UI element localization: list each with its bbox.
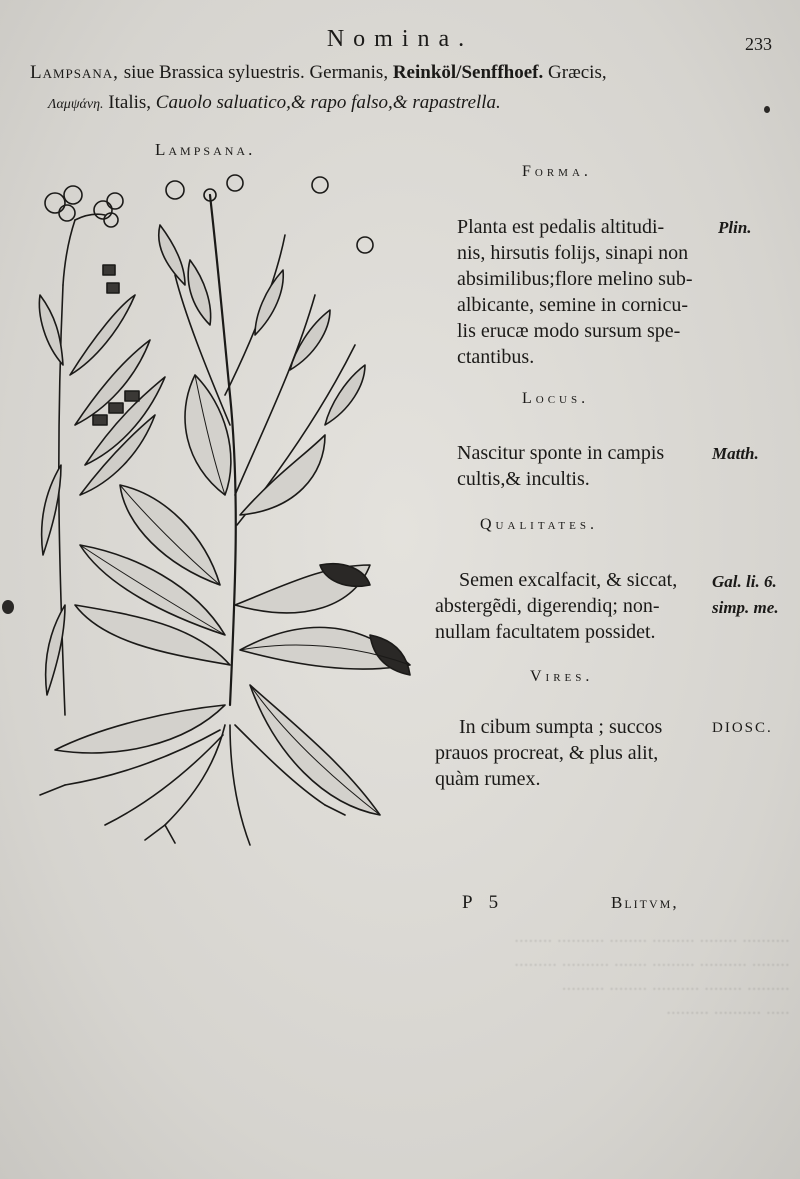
marginal-note-vires: DIOSC. bbox=[712, 720, 773, 736]
text-line: ctantibus. bbox=[457, 346, 535, 368]
figure-caption: Lampsana. bbox=[155, 140, 256, 159]
nomina-line-1 bbox=[30, 62, 770, 84]
section-text-locus bbox=[457, 440, 737, 492]
text-line: prauos procreat, & plus alit, bbox=[435, 742, 659, 764]
text-line: albicante, semine in cornicu- bbox=[457, 294, 689, 316]
signature-mark: P 5 bbox=[462, 892, 505, 913]
german-name: Reinköl/Senffhoef. bbox=[392, 62, 544, 83]
marginal-note-locus: Matth. bbox=[712, 444, 759, 463]
marginal-note-forma: Plin. bbox=[718, 218, 752, 237]
greek-name: Λαμψάνη. bbox=[48, 97, 104, 112]
marginal-note-qualitates-2: simp. me. bbox=[712, 598, 779, 617]
section-text-vires bbox=[435, 714, 715, 792]
nomina-line-2 bbox=[48, 92, 788, 114]
binding-hole bbox=[2, 600, 14, 614]
catchword: Blitvm, bbox=[611, 893, 679, 912]
italian-label: Italis, bbox=[108, 92, 152, 113]
ink-speck bbox=[764, 106, 770, 113]
section-heading-forma: Forma. bbox=[522, 163, 592, 180]
section-heading-vires: Vires. bbox=[530, 668, 594, 685]
section-heading-qualitates: Qualitates. bbox=[480, 516, 598, 533]
marginal-note-qualitates: Gal. li. 6. bbox=[712, 572, 777, 591]
text-line: quàm rumex. bbox=[435, 768, 541, 790]
text-line: Nascitur sponte in campis bbox=[457, 442, 665, 464]
text-line: abstergẽdi, digerendiq; non- bbox=[435, 595, 660, 617]
text-line: lis erucæ modo sursum spe- bbox=[457, 320, 681, 342]
section-text-qualitates bbox=[435, 567, 715, 645]
text-line: In cibum sumpta ; succos bbox=[459, 716, 663, 738]
german-label: Germanis, bbox=[309, 62, 389, 83]
plant-name: Lampsana, bbox=[30, 62, 119, 83]
text-line: cultis,& incultis. bbox=[457, 468, 590, 490]
show-through-text: ·········· ········ ········· ········ ·········· ········ ········ ·········· ········· ······· ·········· ········· ········· ········ ·········· ········ ········· ····· ·········· ········· bbox=[514, 931, 790, 1024]
italian-names: Cauolo saluatico,& rapo falso,& rapastrella. bbox=[155, 92, 501, 113]
section-text-forma bbox=[457, 214, 737, 370]
text-line: Semen excalfacit, & siccat, bbox=[459, 569, 678, 591]
woodcut-illustration bbox=[25, 165, 420, 855]
text-line: absimilibus;flore melino sub- bbox=[457, 268, 693, 290]
text-line: nullam facultatem possidet. bbox=[435, 621, 656, 643]
text-line: nis, hirsutis folijs, sinapi non bbox=[457, 242, 689, 264]
text-line: Planta est pedalis altitudi- bbox=[457, 216, 665, 238]
running-title: Nomina. bbox=[326, 26, 474, 52]
greek-label: Græcis, bbox=[548, 62, 607, 83]
alt-name: siue Brassica syluestris. bbox=[123, 62, 305, 83]
page-number: 233 bbox=[745, 34, 772, 54]
section-heading-locus: Locus. bbox=[522, 390, 590, 407]
